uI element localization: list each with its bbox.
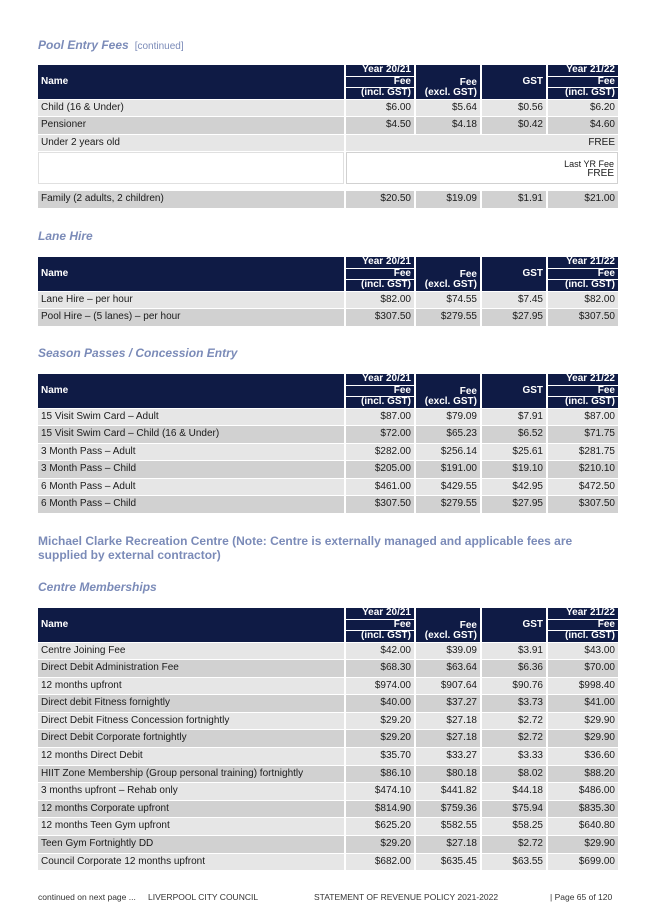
incl-gst-label: (incl. GST)	[346, 631, 414, 642]
fee-2122: $6.20	[548, 100, 618, 117]
lane-hire-body	[38, 292, 618, 326]
fee-2122: $36.60	[548, 748, 618, 765]
season-passes-body	[38, 409, 618, 514]
gst-value: $25.61	[482, 444, 546, 461]
gst-value: $42.95	[482, 479, 546, 496]
row-name: Child (16 & Under)	[38, 100, 344, 117]
row-name: Direct Debit Fitness Concession fortnightly	[38, 713, 344, 730]
table-row	[38, 461, 618, 478]
table-row-family	[38, 191, 618, 208]
gst-value: $19.10	[482, 461, 546, 478]
fee-2021: $29.20	[346, 713, 414, 730]
fee-2021: $82.00	[346, 292, 414, 309]
col-gst: GST	[482, 374, 546, 408]
table-row	[38, 309, 618, 326]
col-fee-excl	[416, 374, 480, 408]
col-gst: GST	[482, 65, 546, 99]
col-fee-excl	[416, 65, 480, 99]
last-year-fee-cell	[346, 152, 618, 184]
season-passes-section	[38, 346, 616, 360]
fee-2122: $472.50	[548, 479, 618, 496]
gst-value: $63.55	[482, 854, 546, 871]
pool-entry-table	[36, 64, 620, 185]
lane-hire-title: Lane Hire	[38, 229, 93, 243]
footer-page-number: | Page 65 of 120	[550, 892, 613, 902]
row-name: Direct Debit Corporate fortnightly	[38, 730, 344, 747]
excl-gst-label: (excl. GST)	[424, 396, 477, 407]
continued-label: [continued]	[134, 41, 184, 52]
table-row-under-2	[38, 135, 618, 152]
table-header	[38, 65, 618, 99]
fee-label: Fee	[548, 386, 618, 397]
fee-2021: $68.30	[346, 660, 414, 677]
excl-gst-label: (excl. GST)	[424, 87, 477, 98]
row-name: 15 Visit Swim Card – Child (16 & Under)	[38, 426, 344, 443]
fee-2021: $474.10	[346, 783, 414, 800]
fee-excl-gst: $27.18	[416, 836, 480, 853]
fee-excl-gst: $279.55	[416, 496, 480, 513]
fee-excl-gst: $191.00	[416, 461, 480, 478]
row-name: 12 months Corporate upfront	[38, 801, 344, 818]
fee-2122: $486.00	[548, 783, 618, 800]
fee-2122: $307.50	[548, 496, 618, 513]
fee-excl-gst: $635.45	[416, 854, 480, 871]
table-row	[38, 783, 618, 800]
fee-2021: $29.20	[346, 836, 414, 853]
lane-hire-table	[36, 256, 620, 327]
col-year-next: Year 21/22	[548, 65, 618, 76]
row-name: 3 months upfront – Rehab only	[38, 783, 344, 800]
fee-2021: $307.50	[346, 309, 414, 326]
col-fee-excl	[416, 257, 480, 291]
pool-entry-section	[38, 38, 616, 52]
fee-label: Fee	[459, 619, 477, 631]
fee-label: Fee	[548, 77, 618, 88]
gst-value: $75.94	[482, 801, 546, 818]
row-name: 15 Visit Swim Card – Adult	[38, 409, 344, 426]
table-row	[38, 479, 618, 496]
fee-excl-gst: $65.23	[416, 426, 480, 443]
fee-2122: $88.20	[548, 766, 618, 783]
gst-value: $3.91	[482, 643, 546, 660]
fee-excl-gst: $19.09	[416, 191, 480, 208]
row-name: Council Corporate 12 months upfront	[38, 854, 344, 871]
table-row	[38, 854, 618, 871]
fee-2021: $29.20	[346, 730, 414, 747]
fee-2021: $87.00	[346, 409, 414, 426]
row-name: 6 Month Pass – Child	[38, 496, 344, 513]
row-name: 6 Month Pass – Adult	[38, 479, 344, 496]
michael-clarke-heading: Michael Clarke Recreation Centre (Note: Centre is externally managed and applicable fees are supplied by external contractor)	[38, 534, 573, 562]
gst-value: $8.02	[482, 766, 546, 783]
gst-value: $3.33	[482, 748, 546, 765]
fee-label: Fee	[548, 620, 618, 631]
fee-excl-gst: $63.64	[416, 660, 480, 677]
fee-label: Fee	[459, 268, 477, 280]
row-name: Pool Hire – (5 lanes) – per hour	[38, 309, 344, 326]
michael-clarke-section	[38, 534, 616, 562]
memberships-body	[38, 643, 618, 871]
fee-excl-gst: $5.64	[416, 100, 480, 117]
pool-entry-table-wrap	[38, 64, 616, 185]
fee-excl-gst: $907.64	[416, 678, 480, 695]
row-name: Lane Hire – per hour	[38, 292, 344, 309]
table-header	[38, 374, 618, 408]
table-header	[38, 608, 618, 642]
row-name: 12 months Direct Debit	[38, 748, 344, 765]
col-year-next: Year 21/22	[548, 257, 618, 268]
col-year-prev: Year 20/21	[346, 608, 414, 619]
table-row	[38, 660, 618, 677]
footer-continued: continued on next page ...	[38, 892, 136, 902]
col-year-next: Year 21/22	[548, 608, 618, 619]
col-name-header: Name	[38, 374, 344, 408]
gst-value: $0.56	[482, 100, 546, 117]
fee-2021: $625.20	[346, 818, 414, 835]
fee-2021: $461.00	[346, 479, 414, 496]
table-row	[38, 643, 618, 660]
table-row-last-year	[38, 152, 618, 184]
row-name: Direct debit Fitness fornightly	[38, 695, 344, 712]
last-year-label: Last YR Fee	[564, 158, 614, 169]
fee-label: Fee	[459, 385, 477, 397]
fee-2021: $282.00	[346, 444, 414, 461]
row-name: 12 months Teen Gym upfront	[38, 818, 344, 835]
col-gst: GST	[482, 257, 546, 291]
fee-2122: $281.75	[548, 444, 618, 461]
fee-2122: $4.60	[548, 117, 618, 134]
under-2-fee: FREE	[346, 135, 618, 152]
fee-label: Fee	[346, 386, 414, 397]
gst-value: $3.73	[482, 695, 546, 712]
memberships-title: Centre Memberships	[38, 580, 157, 594]
table-row	[38, 678, 618, 695]
fee-2122: $307.50	[548, 309, 618, 326]
memberships-table	[36, 607, 620, 871]
lane-hire-section	[38, 229, 616, 243]
fee-excl-gst: $27.18	[416, 730, 480, 747]
row-name: Teen Gym Fortnightly DD	[38, 836, 344, 853]
fee-excl-gst: $27.18	[416, 713, 480, 730]
fee-2021: $6.00	[346, 100, 414, 117]
fee-2021: $20.50	[346, 191, 414, 208]
fee-excl-gst: $279.55	[416, 309, 480, 326]
fee-2122: $21.00	[548, 191, 618, 208]
gst-value: $90.76	[482, 678, 546, 695]
season-passes-table	[36, 373, 620, 514]
gst-value: $27.95	[482, 496, 546, 513]
season-passes-title: Season Passes / Concession Entry	[38, 346, 238, 360]
fee-2122: $210.10	[548, 461, 618, 478]
fee-2021: $35.70	[346, 748, 414, 765]
fee-2021: $974.00	[346, 678, 414, 695]
col-name-header: Name	[38, 257, 344, 291]
incl-gst-label: (incl. GST)	[346, 397, 414, 408]
fee-2021: $814.90	[346, 801, 414, 818]
fee-excl-gst: $79.09	[416, 409, 480, 426]
fee-2021: $42.00	[346, 643, 414, 660]
fee-2122: $71.75	[548, 426, 618, 443]
table-row	[38, 801, 618, 818]
row-name: 3 Month Pass – Adult	[38, 444, 344, 461]
fee-2021: $40.00	[346, 695, 414, 712]
family-table	[36, 190, 620, 209]
fee-2021: $205.00	[346, 461, 414, 478]
gst-value: $27.95	[482, 309, 546, 326]
fee-2122: $82.00	[548, 292, 618, 309]
fee-excl-gst: $74.55	[416, 292, 480, 309]
fee-2122: $29.90	[548, 836, 618, 853]
fee-2122: $43.00	[548, 643, 618, 660]
col-year-prev: Year 20/21	[346, 374, 414, 385]
incl-gst-label: (incl. GST)	[548, 631, 618, 642]
gst-value: $2.72	[482, 730, 546, 747]
col-year-prev: Year 20/21	[346, 257, 414, 268]
table-row	[38, 730, 618, 747]
fee-label: Fee	[548, 269, 618, 280]
gst-value: $58.25	[482, 818, 546, 835]
incl-gst-label: (incl. GST)	[548, 280, 618, 291]
memberships-section	[38, 580, 616, 594]
fee-excl-gst: $441.82	[416, 783, 480, 800]
fee-excl-gst: $33.27	[416, 748, 480, 765]
row-name: HIIT Zone Membership (Group personal training) fortnightly	[38, 766, 344, 783]
fee-2122: $29.90	[548, 713, 618, 730]
fee-2122: $835.30	[548, 801, 618, 818]
table-header	[38, 257, 618, 291]
fee-excl-gst: $37.27	[416, 695, 480, 712]
table-row	[38, 292, 618, 309]
incl-gst-label: (incl. GST)	[548, 88, 618, 99]
pool-entry-body	[38, 100, 618, 185]
row-name: 3 Month Pass – Child	[38, 461, 344, 478]
excl-gst-label: (excl. GST)	[424, 279, 477, 290]
fee-label: Fee	[459, 76, 477, 88]
table-row	[38, 695, 618, 712]
fee-2122: $70.00	[548, 660, 618, 677]
table-row	[38, 426, 618, 443]
pool-entry-title	[38, 38, 616, 52]
fee-excl-gst: $39.09	[416, 643, 480, 660]
fee-2021: $4.50	[346, 117, 414, 134]
footer-council: LIVERPOOL CITY COUNCIL	[148, 892, 259, 902]
fee-excl-gst: $429.55	[416, 479, 480, 496]
gst-value: $7.45	[482, 292, 546, 309]
fee-excl-gst: $4.18	[416, 117, 480, 134]
fee-excl-gst: $80.18	[416, 766, 480, 783]
gst-value: $2.72	[482, 836, 546, 853]
table-row	[38, 836, 618, 853]
pool-entry-title-text: Pool Entry Fees	[38, 38, 129, 52]
col-gst: GST	[482, 608, 546, 642]
lane-hire-table-wrap	[38, 256, 616, 327]
table-row	[38, 766, 618, 783]
fee-excl-gst: $759.36	[416, 801, 480, 818]
row-name: Under 2 years old	[38, 135, 344, 152]
fee-label: Fee	[346, 77, 414, 88]
gst-value: $6.52	[482, 426, 546, 443]
row-name: Centre Joining Fee	[38, 643, 344, 660]
col-name-header: Name	[38, 65, 344, 99]
table-row	[38, 748, 618, 765]
col-name-header: Name	[38, 608, 344, 642]
last-year-value: FREE	[587, 167, 614, 179]
fee-excl-gst: $582.55	[416, 818, 480, 835]
col-fee-excl	[416, 608, 480, 642]
fee-2021: $86.10	[346, 766, 414, 783]
season-passes-table-wrap	[38, 373, 616, 514]
fee-2122: $699.00	[548, 854, 618, 871]
fee-2021: $307.50	[346, 496, 414, 513]
excl-gst-label: (excl. GST)	[424, 630, 477, 641]
table-row	[38, 818, 618, 835]
family-row-wrap	[38, 190, 616, 209]
gst-value: $7.91	[482, 409, 546, 426]
col-year-next: Year 21/22	[548, 374, 618, 385]
memberships-table-wrap	[38, 607, 616, 871]
fee-2122: $640.80	[548, 818, 618, 835]
fee-2122: $29.90	[548, 730, 618, 747]
fee-label: Fee	[346, 620, 414, 631]
table-row	[38, 117, 618, 134]
col-year-prev: Year 20/21	[346, 65, 414, 76]
gst-value: $6.36	[482, 660, 546, 677]
fee-excl-gst: $256.14	[416, 444, 480, 461]
incl-gst-label: (incl. GST)	[548, 397, 618, 408]
gst-value: $2.72	[482, 713, 546, 730]
fee-label: Fee	[346, 269, 414, 280]
table-row	[38, 496, 618, 513]
table-row	[38, 444, 618, 461]
fee-2122: $998.40	[548, 678, 618, 695]
row-name: 12 months upfront	[38, 678, 344, 695]
incl-gst-label: (incl. GST)	[346, 280, 414, 291]
fee-2021: $72.00	[346, 426, 414, 443]
fee-2122: $87.00	[548, 409, 618, 426]
incl-gst-label: (incl. GST)	[346, 88, 414, 99]
gst-value: $1.91	[482, 191, 546, 208]
footer-document-title: STATEMENT OF REVENUE POLICY 2021-2022	[314, 892, 499, 902]
table-row	[38, 100, 618, 117]
fee-2122: $41.00	[548, 695, 618, 712]
row-name: Direct Debit Administration Fee	[38, 660, 344, 677]
row-name: Pensioner	[38, 117, 344, 134]
table-row	[38, 409, 618, 426]
fee-2021: $682.00	[346, 854, 414, 871]
gst-value: $0.42	[482, 117, 546, 134]
blank-cell	[38, 152, 344, 184]
table-row	[38, 713, 618, 730]
gst-value: $44.18	[482, 783, 546, 800]
row-name: Family (2 adults, 2 children)	[38, 191, 344, 208]
